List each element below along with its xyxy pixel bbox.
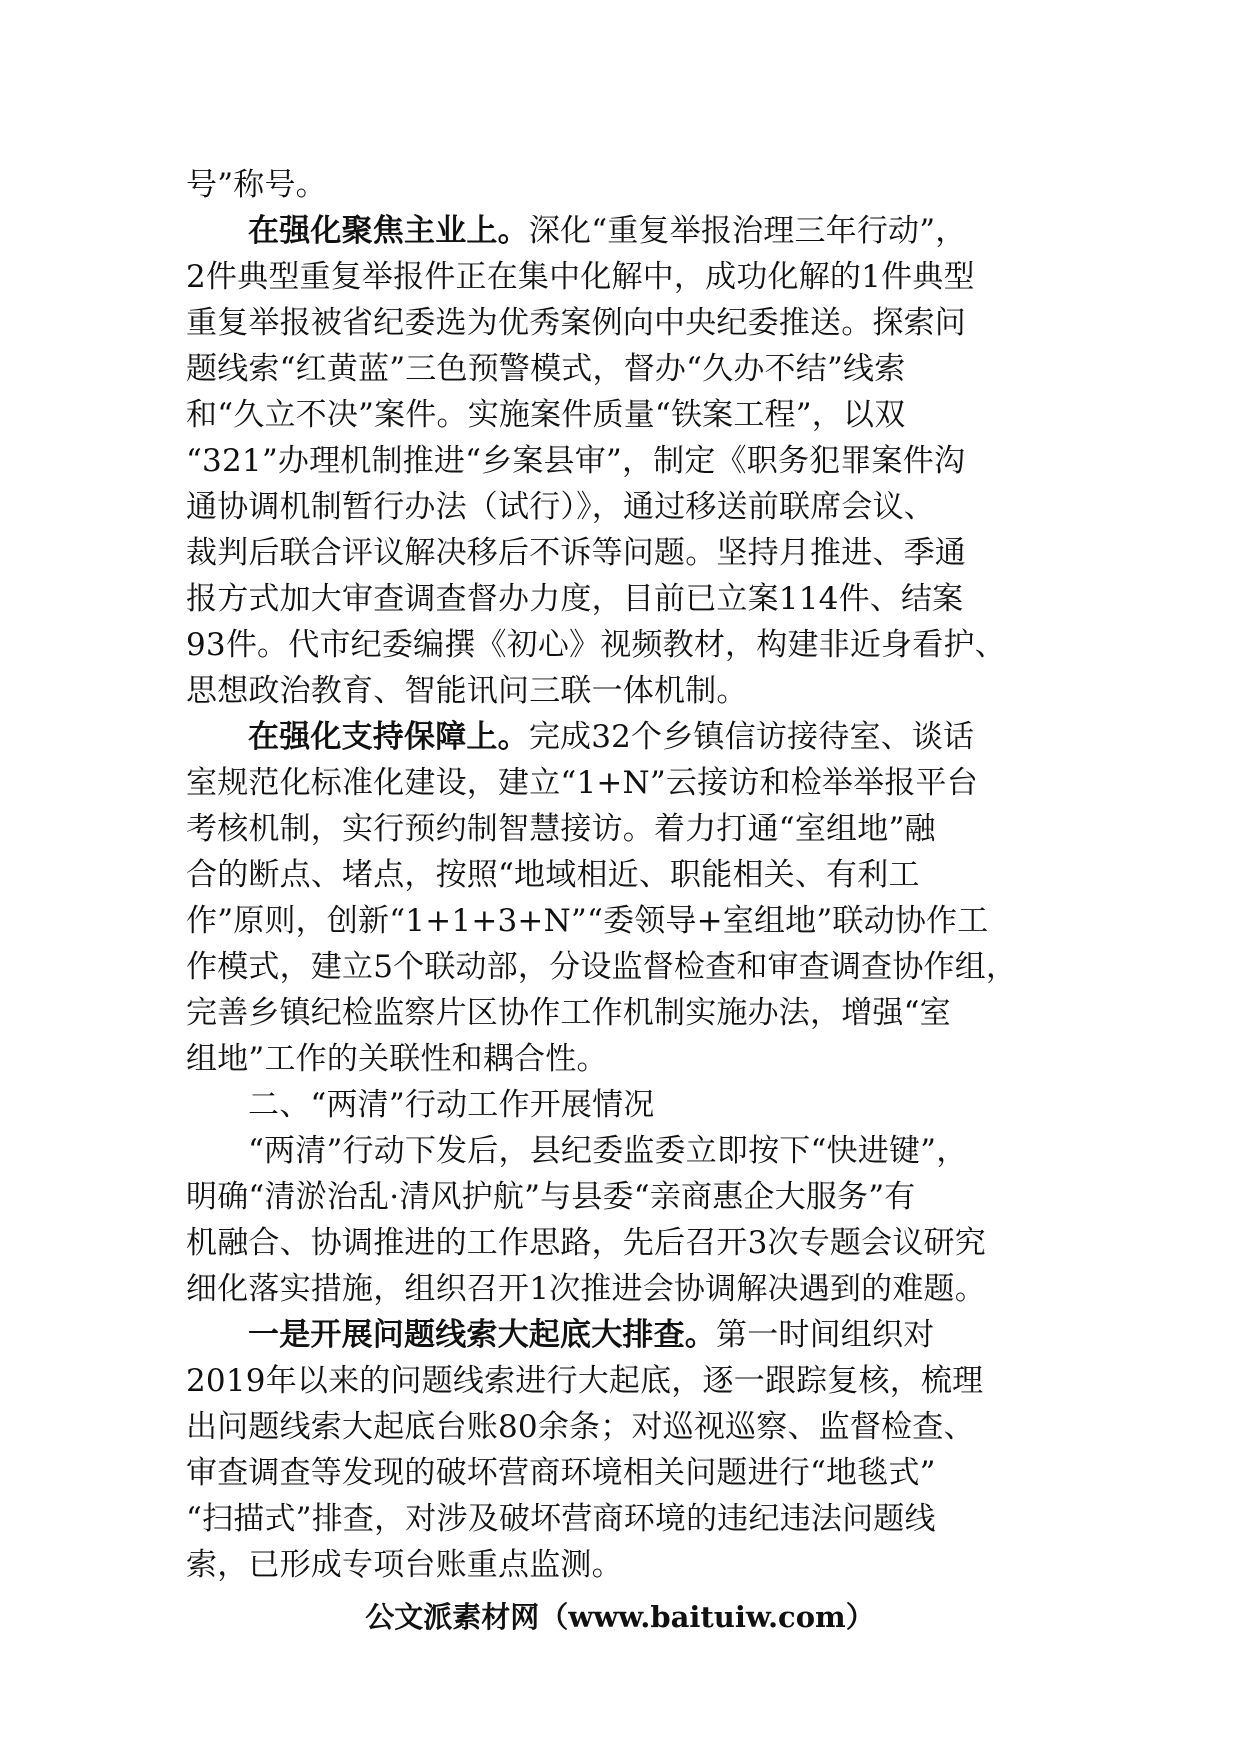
line-text: 裁判后联合评议解决移后不诉等问题。坚持月推进、季通	[186, 535, 966, 571]
line-text: 第一时间组织对	[716, 1317, 935, 1353]
text-line	[186, 1036, 1056, 1082]
page-footer-watermark: 公文派素材网（www.baituiw.com）	[365, 1600, 875, 1634]
text-line	[186, 530, 1056, 576]
text-line	[186, 852, 1056, 898]
line-text: 组地”工作的关联性和耦合性。	[186, 1041, 608, 1077]
line-text: 二、“两清”行动工作开展情况	[248, 1087, 655, 1123]
line-text: 出问题线索大起底台账80余条；对巡视巡察、监督检查、	[186, 1409, 975, 1445]
line-text: 深化“重复举报治理三年行动”，	[528, 213, 967, 249]
text-line	[186, 576, 1056, 622]
line-text: 明确“清淤治乱·清风护航”与县委“亲商惠企大服务”有	[186, 1179, 916, 1215]
line-text: “321”办理机制推进“乡案县审”，制定《职务犯罪案件沟	[186, 443, 966, 479]
line-text: 完善乡镇纪检监察片区协作工作机制实施办法，增强“室	[186, 995, 951, 1031]
text-line	[186, 668, 1056, 714]
text-line	[186, 1082, 1056, 1128]
line-text: 报方式加大审查调查督办力度，目前已立案114件、结案	[186, 581, 964, 617]
text-line	[186, 162, 1056, 208]
text-line	[186, 1404, 1056, 1450]
text-line	[186, 1128, 1056, 1174]
text-line	[186, 944, 1056, 990]
text-line	[186, 208, 1056, 254]
text-line	[186, 1266, 1056, 1312]
line-text: 93件。代市纪委编撰《初心》视频教材，构建非近身看护、	[186, 627, 1006, 663]
document-body	[186, 162, 1056, 1588]
text-line	[186, 484, 1056, 530]
section-lead-heading: 一是开展问题线索大起底大排查。	[248, 1317, 716, 1353]
text-line	[186, 622, 1056, 668]
line-text: 作模式，建立5个联动部，分设监督检查和审查调查协作组，	[186, 949, 1018, 985]
line-text: 完成32个乡镇信访接待室、谈话	[528, 719, 975, 755]
text-line	[186, 760, 1056, 806]
line-text: 号”称号。	[186, 167, 327, 203]
text-line	[186, 346, 1056, 392]
text-line	[186, 1450, 1056, 1496]
text-line	[186, 1220, 1056, 1266]
text-line	[186, 254, 1056, 300]
text-line	[186, 806, 1056, 852]
line-text: 考核机制，实行预约制智慧接访。着力打通“室组地”融	[186, 811, 936, 847]
section-lead-heading: 在强化支持保障上。	[248, 719, 529, 755]
text-line	[186, 392, 1056, 438]
line-text: “两清”行动下发后，县纪委监委立即按下“快进键”，	[248, 1133, 968, 1169]
text-line	[186, 898, 1056, 944]
line-text: 通协调机制暂行办法（试行）》，通过移送前联席会议、	[186, 489, 935, 525]
line-text: 题线索“红黄蓝”三色预警模式，督办“久办不结”线索	[186, 351, 906, 387]
line-text: 思想政治教育、智能讯问三联一体机制。	[186, 673, 748, 709]
text-line	[186, 990, 1056, 1036]
text-line	[186, 714, 1056, 760]
line-text: “扫描式”排查，对涉及破坏营商环境的违纪违法问题线	[186, 1501, 936, 1537]
line-text: 和“久立不决”案件。实施案件质量“铁案工程”，以双	[186, 397, 906, 433]
text-line	[186, 1312, 1056, 1358]
line-text: 室规范化标准化建设，建立“1+N”云接访和检举举报平台	[186, 765, 978, 801]
line-text: 细化落实措施，组织召开1次推进会协调解决遇到的难题。	[186, 1271, 986, 1307]
text-line	[186, 1174, 1056, 1220]
text-line	[186, 300, 1056, 346]
line-text: 2019年以来的问题线索进行大起底，逐一跟踪复核，梳理	[186, 1363, 984, 1399]
line-text: 2件典型重复举报件正在集中化解中，成功化解的1件典型	[186, 259, 975, 295]
line-text: 合的断点、堵点，按照“地域相近、职能相关、有利工	[186, 857, 920, 893]
text-line	[186, 1358, 1056, 1404]
line-text: 机融合、协调推进的工作思路，先后召开3次专题会议研究	[186, 1225, 986, 1261]
text-line	[186, 1542, 1056, 1588]
line-text: 作”原则，创新“1+1+3+N”“委领导+室组地”联动协作工	[186, 903, 989, 939]
line-text: 审查调查等发现的破坏营商环境相关问题进行“地毯式”	[186, 1455, 936, 1491]
text-line	[186, 438, 1056, 484]
line-text: 索，已形成专项台账重点监测。	[186, 1547, 623, 1583]
line-text: 重复举报被省纪委选为优秀案例向中央纪委推送。探索问	[186, 305, 966, 341]
text-line	[186, 1496, 1056, 1542]
section-lead-heading: 在强化聚焦主业上。	[248, 213, 529, 249]
